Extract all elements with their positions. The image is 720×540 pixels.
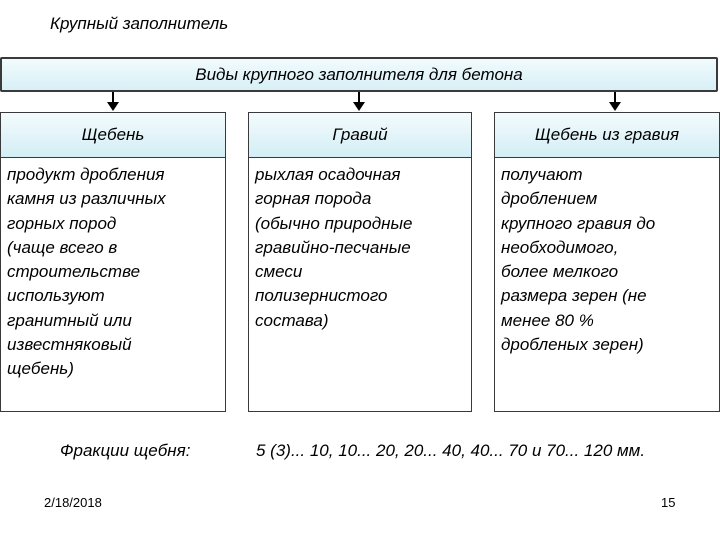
arrow-down-icon-3 bbox=[608, 92, 622, 112]
page-number: 15 bbox=[661, 495, 676, 510]
text-line: гравийно-песчаные bbox=[255, 237, 411, 257]
slide-title: Крупный заполнитель bbox=[50, 14, 229, 33]
text-line: менее 80 % bbox=[501, 310, 594, 330]
text-line: дробленых зерен) bbox=[501, 335, 644, 355]
text-line: размера зерен (не bbox=[501, 286, 647, 306]
fractions-label: Фракции щебня: bbox=[60, 441, 191, 460]
text-line: более мелкого bbox=[501, 262, 619, 282]
column-header-gravel bbox=[248, 112, 472, 158]
text-line: горная порода bbox=[255, 189, 372, 209]
text-line: горных пород bbox=[7, 213, 117, 233]
arrow-down-icon-2 bbox=[352, 92, 366, 112]
text-line: продукт дробления bbox=[7, 165, 165, 184]
text-line: известняковый bbox=[7, 335, 132, 355]
text-line: гранитный или bbox=[7, 310, 132, 330]
footer-date: 2/18/2018 bbox=[44, 495, 102, 510]
column-header-label: Щебень из гравия bbox=[534, 125, 680, 144]
column-header-gravel-crushed-stone bbox=[494, 112, 720, 158]
text-line: щебень) bbox=[7, 359, 74, 379]
fractions-value: 5 (3)... 10, 10... 20, 20... 40, 40... 70 и 70... 120 мм. bbox=[256, 441, 646, 460]
text-line: смеси bbox=[255, 262, 303, 282]
text-line: используют bbox=[7, 286, 105, 306]
column-body-gravel-crushed-stone bbox=[494, 157, 720, 412]
text-line: (чаще всего в bbox=[7, 237, 118, 257]
text-line: полизернистого bbox=[255, 286, 388, 306]
aggregate-types-box bbox=[0, 57, 718, 92]
column-header-label: Щебень bbox=[81, 125, 145, 144]
text-line: строительстве bbox=[7, 262, 141, 282]
text-line: получают bbox=[501, 165, 583, 184]
text-line: (обычно природные bbox=[255, 213, 413, 233]
arrow-down-icon-1 bbox=[106, 92, 120, 112]
aggregate-types-label: Виды крупного заполнителя для бетона bbox=[195, 64, 523, 84]
text-line: необходимого, bbox=[501, 237, 619, 257]
text-line: камня из различных bbox=[7, 189, 166, 209]
text-line: состава) bbox=[255, 310, 329, 330]
column-body-crushed-stone bbox=[0, 157, 226, 412]
text-line: крупного гравия до bbox=[501, 213, 656, 233]
column-body-gravel bbox=[248, 157, 472, 412]
text-line: дроблением bbox=[501, 189, 598, 209]
column-header-crushed-stone bbox=[0, 112, 226, 158]
text-line: рыхлая осадочная bbox=[255, 165, 401, 184]
column-header-label: Гравий bbox=[332, 125, 388, 144]
